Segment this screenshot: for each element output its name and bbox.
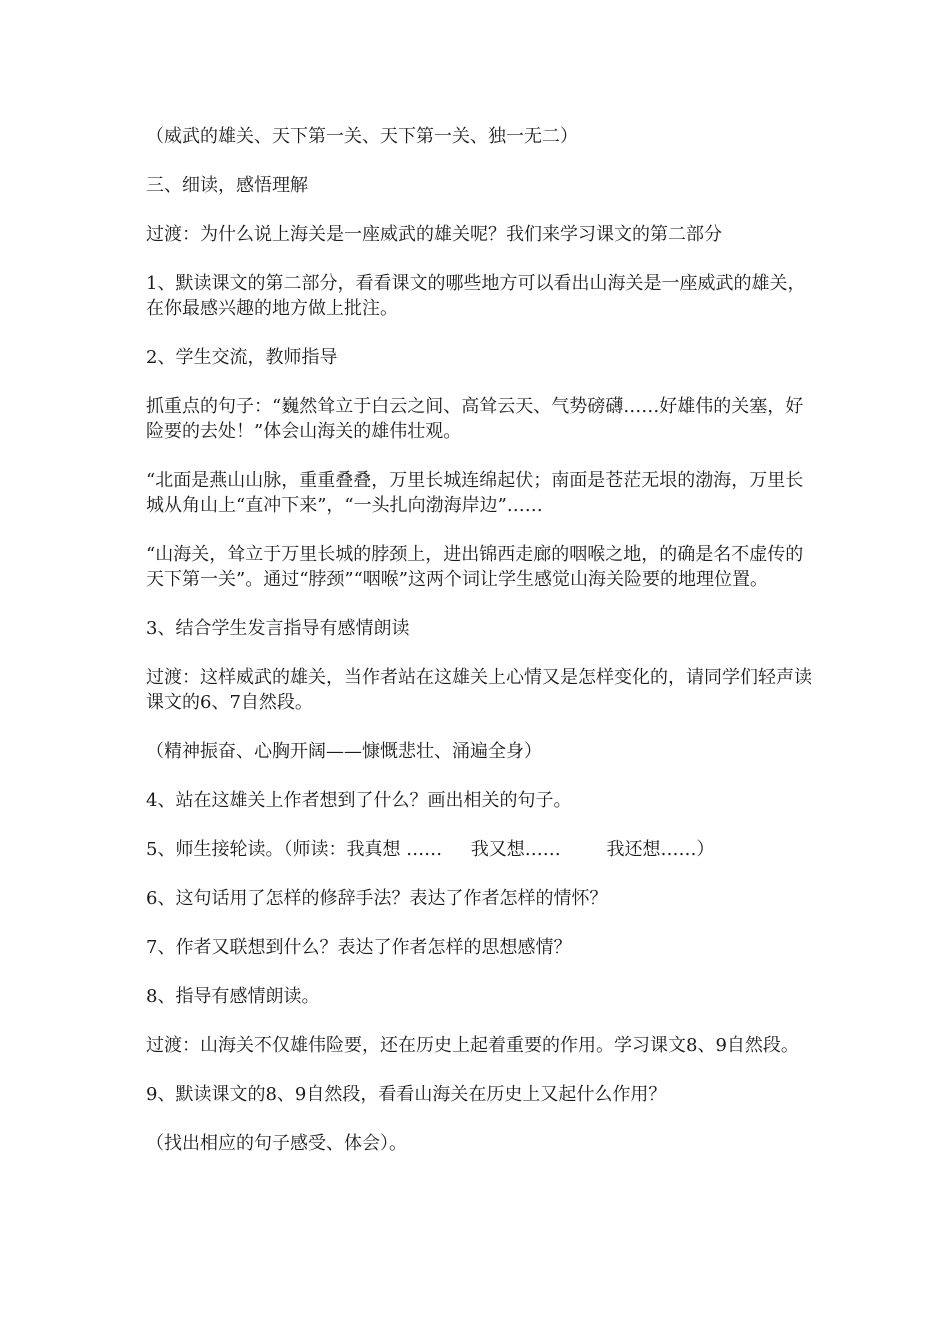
list-item-6: 6、这句话用了怎样的修辞手法？表达了作者怎样的情怀？ bbox=[146, 888, 608, 909]
paragraph-key-sentence-2: “北面是燕山山脉，重重叠叠，万里长城连绵起伏；南面是苍茫无垠的渤海，万里长城从角山上“直冲下来”，“一头扎向渤海岸边”…… bbox=[146, 470, 804, 516]
paragraph-emotion-note: （精神振奋、心胸开阔——慷慨悲壮、涌遍全身） bbox=[146, 741, 542, 762]
list-item-7: 7、作者又联想到什么？表达了作者怎样的思想感情？ bbox=[146, 937, 572, 958]
list-item-9: 9、默读课文的8、9自然段，看看山海关在历史上又起什么作用？ bbox=[146, 1084, 667, 1105]
paragraph-closing-note: （找出相应的句子感受、体会）。 bbox=[146, 1133, 407, 1154]
list-item-3: 3、结合学生发言指导有感情朗读 bbox=[146, 618, 410, 639]
document-body bbox=[146, 124, 816, 1180]
list-item-4: 4、站在这雄关上作者想到了什么？画出相关的句子。 bbox=[146, 790, 572, 811]
paragraph-summary-keywords: （威武的雄关、天下第一关、天下第一关、独一无二） bbox=[146, 126, 578, 147]
paragraph-transition-1: 过渡：为什么说上海关是一座威武的雄关呢？我们来学习课文的第二部分 bbox=[146, 224, 722, 245]
list-item-2: 2、学生交流，教师指导 bbox=[146, 347, 338, 368]
paragraph-transition-3: 过渡：山海关不仅雄伟险要，还在历史上起着重要的作用。学习课文8、9自然段。 bbox=[146, 1035, 799, 1056]
paragraph-key-sentence-1: 抓重点的句子：“巍然耸立于白云之间、高耸云天、气势磅礴……好雄伟的关塞，好险要的去处！”体会山海关的雄伟壮观。 bbox=[146, 396, 804, 442]
list-item-5: 5、师生接轮读。（师读：我真想 …… 我又想…… 我还想……） bbox=[146, 839, 715, 860]
list-item-8: 8、指导有感情朗读。 bbox=[146, 986, 320, 1007]
paragraph-transition-2: 过渡：这样威武的雄关，当作者站在这雄关上心情又是怎样变化的，请同学们轻声读课文的6、7自然段。 bbox=[146, 667, 812, 713]
list-item-1: 1、默读课文的第二部分，看看课文的哪些地方可以看出山海关是一座威武的雄关，在你最感兴趣的地方做上批注。 bbox=[146, 273, 806, 319]
paragraph-key-sentence-3: “山海关，耸立于万里长城的脖颈上，进出锦西走廊的咽喉之地，的确是名不虚传的天下第一关”。通过“脖颈”“咽喉”这两个词让学生感觉山海关险要的地理位置。 bbox=[146, 544, 804, 590]
section-heading-close-reading: 三、细读，感悟理解 bbox=[146, 175, 308, 196]
